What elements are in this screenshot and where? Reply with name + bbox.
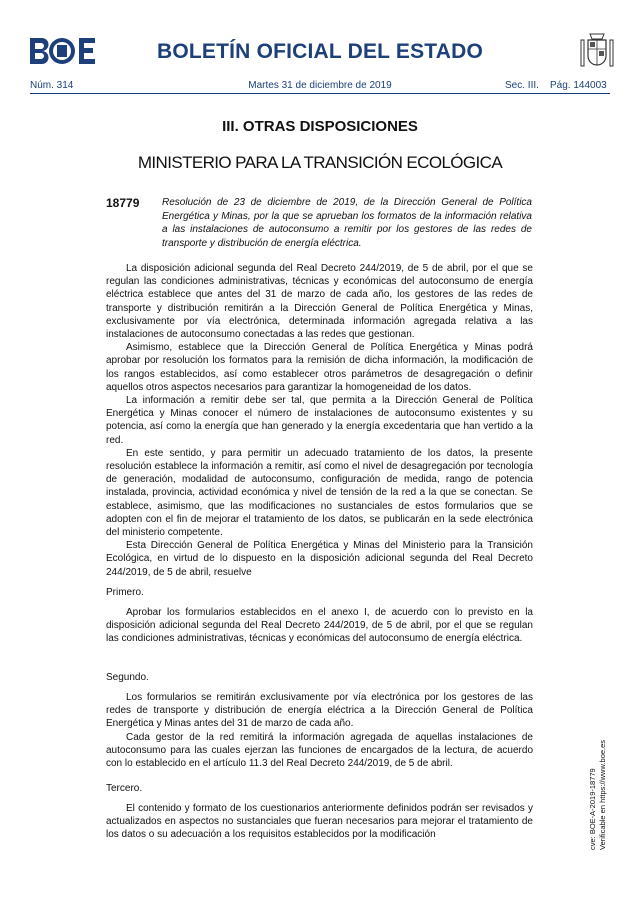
heading-primero: Primero.	[106, 587, 144, 598]
boe-logo	[28, 36, 98, 66]
intro-text	[106, 262, 533, 579]
segundo-text	[106, 691, 533, 770]
paragraph: La información a remitir debe ser tal, que permita a la Dirección General de Política Energética y Minas conocer el número de instalaciones de autoconsumo existentes y su potencia, así como la energía que han generado y la energía excedentaria que han vertido a la red.	[106, 395, 533, 446]
paragraph: Cada gestor de la red remitirá la información agregada de aquellas instalaciones de autoconsumo para las cuales ejerzan las funciones de encargados de la lectura, de acuerdo con lo establecido en el artículo 11.3 del Real Decreto 244/2019, de 5 de abril.	[106, 731, 533, 770]
ministry-title: MINISTERIO PARA LA TRANSICIÓN ECOLÓGICA	[137, 153, 503, 172]
paragraph: Los formularios se remitirán exclusivamente por vía electrónica por los gestores de las redes de transporte y distribución de energía eléctrica a la Dirección General de Política Energética y Minas antes del 31 de marzo de cada año.	[106, 692, 533, 730]
tercero-text	[106, 802, 533, 842]
paragraph: La disposición adicional segunda del Real Decreto 244/2019, de 5 de abril, por el que se regulan las condiciones administrativas, técnicas y económicas del autoconsumo de energía eléctrica establece que antes del 31 de marzo de cada año, los gestores de las redes de transporte y distribución remitirán a la Dirección General de Política Energética y Minas, exclusivamente por vía electrónica, determinada información agregada relativa a las instalaciones de autoconsumo conectadas a las redes que gestionan.	[106, 263, 533, 341]
publication-title: BOLETÍN OFICIAL DEL ESTADO	[156, 40, 484, 63]
cve-code: cve: BOE-A-2019-18779	[588, 768, 597, 850]
issue-number: Núm. 314	[30, 80, 74, 91]
section-title: III. OTRAS DISPOSICIONES	[222, 118, 418, 135]
resolution-summary: Resolución de 23 de diciembre de 2019, de la Dirección General de Política Energética y Minas, por la que se aprueban los formatos de la información relativa a las instalaciones de autoconsumo a remitir por los gestores de las redes de transporte y distribución de energía eléctrica.	[162, 197, 532, 249]
section-ref: Sec. III.	[505, 80, 539, 91]
header-divider	[30, 93, 610, 94]
verification-sidebar	[588, 700, 628, 850]
paragraph: En este sentido, y para permitir un adecuado tratamiento de los datos, la presente resolución establece la información a remitir, así como el nivel de desagregación por tecnología de generación, modalidad de autoconsumo, configuración de medida, rango de potencia instalada, provincia, actividad económica y nivel de tensión de la red a la que se conectan. Se establece, asimismo, que las modificaciones no sustanciales de estos formularios que se adopten con el fin de mejorar el tratamiento de los datos, se publicarán en la sede electrónica del ministerio competente.	[106, 447, 533, 539]
paragraph: Esta Dirección General de Política Energética y Minas del Ministerio para la Transición Ecológica, en virtud de lo dispuesto en la disposición adicional segunda del Real Decreto 244/2019, de 5 de abril, resuelve	[106, 540, 533, 578]
paragraph: Asimismo, establece que la Dirección General de Política Energética y Minas podrá aprobar por resolución los formatos para la remisión de dicha información, la modificación de los rangos establecidos, así como establecer otros parámetros de desagregación o definir aquellos otros aspectos necesarios para garantizar la homogeneidad de los datos.	[106, 342, 533, 393]
heading-tercero: Tercero.	[106, 783, 143, 794]
coat-of-arms-icon	[578, 30, 616, 72]
heading-segundo: Segundo.	[106, 672, 149, 683]
page-ref: Pág. 144003	[550, 80, 607, 91]
primero-text	[106, 606, 533, 646]
disposition-number: 18779	[106, 196, 140, 210]
verification-link[interactable]: Verificable en https://www.boe.es	[598, 739, 607, 850]
paragraph: Aprobar los formularios establecidos en el anexo I, de acuerdo con lo previsto en la disposición adicional segunda del Real Decreto 244/2019, de 5 de abril, por el que se regulan las condiciones administrativas, técnicas y económicas del autoconsumo de energía eléctrica.	[106, 607, 533, 645]
paragraph: El contenido y formato de los cuestionarios anteriormente definidos podrán ser revisados y actualizados en aspectos no sustanciales que fueran necesarios para mejorar el tratamiento de los datos o su adecuación a los requisitos establecidos por la modificación	[106, 803, 533, 841]
issue-date: Martes 31 de diciembre de 2019	[248, 80, 392, 91]
